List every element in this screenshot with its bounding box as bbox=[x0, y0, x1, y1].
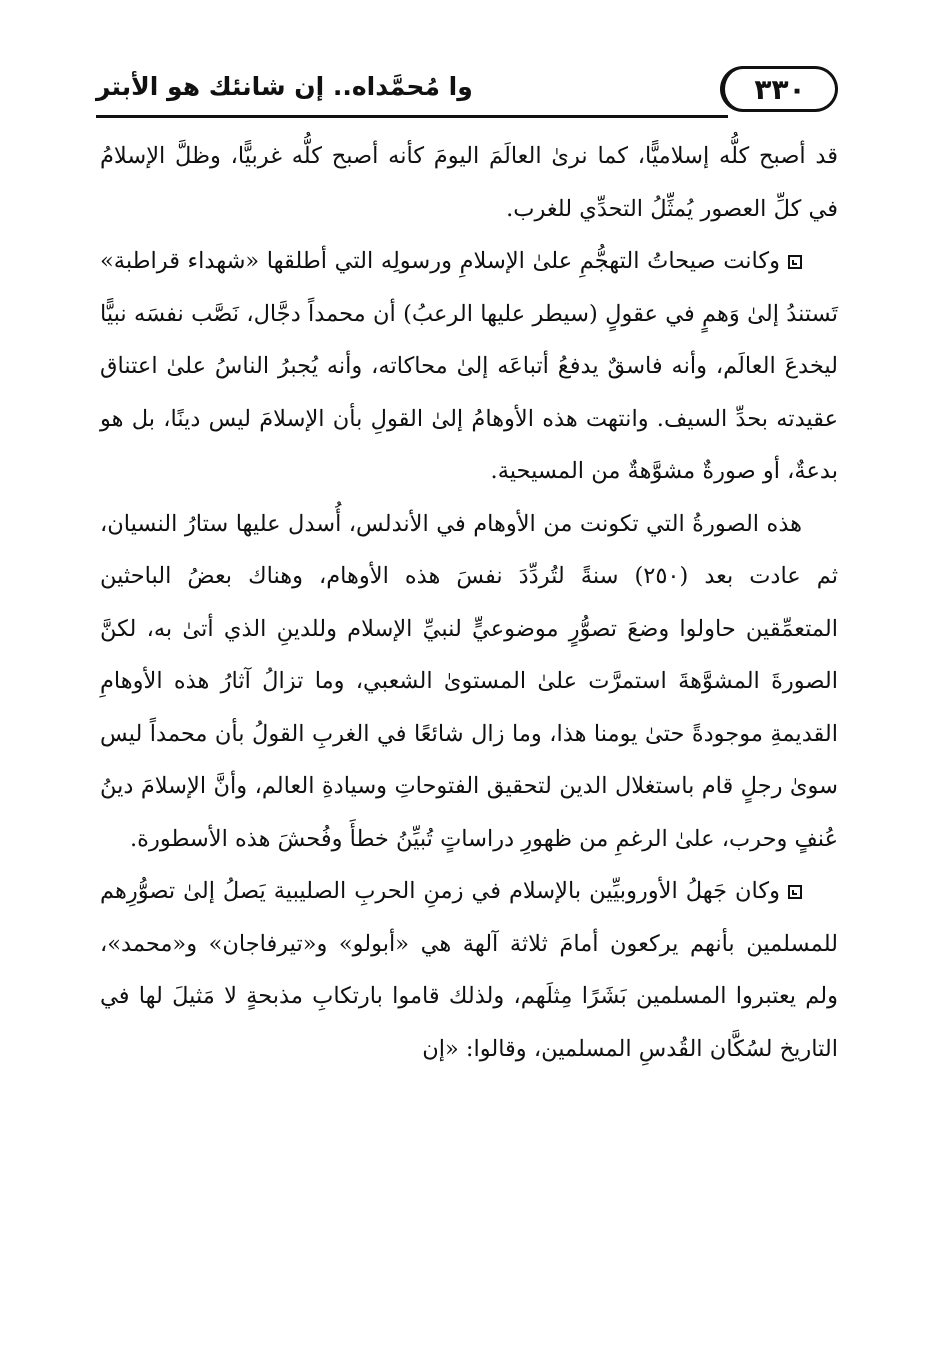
paragraph-text: قد أصبح كلُّه إسلاميًّا، كما نرىٰ العالَمَ اليومَ كأنه أصبح كلُّه غربيًّا، وظلَّ الإسلامُ في كلِّ العصور يُمثِّلُ التحدِّي للغرب. bbox=[100, 143, 838, 222]
page-number: ٣٣٠ bbox=[720, 66, 838, 112]
paragraph bbox=[100, 498, 838, 866]
body-text bbox=[100, 130, 838, 1075]
page-header bbox=[96, 62, 838, 118]
square-bullet-icon bbox=[788, 885, 802, 899]
paragraph-text: وكان جَهلُ الأوروبيِّين بالإسلام في زمنِ الحربِ الصليبية يَصلُ إلىٰ تصوُّرِهم للمسلمين بأنهم يركعون أمامَ ثلاثة آلهة هي «أبولو» و«تيرفاجان» و«محمد»، ولم يعتبروا المسلمين بَشَرًا مِثلَهم، ولذلك قاموا بارتكابِ مذبحةٍ لا مَثيلَ لها في التاريخ لسُكَّان القُدسِ المسلمين، وقالوا: «إن bbox=[100, 878, 838, 1062]
square-bullet-icon bbox=[788, 255, 802, 269]
running-title: وا مُحمَّداه.. إن شانئك هو الأبتر bbox=[96, 72, 473, 101]
header-rule bbox=[96, 115, 728, 118]
paragraph bbox=[100, 235, 838, 498]
paragraph-text: هذه الصورةُ التي تكونت من الأوهام في الأندلس، أُسدل عليها ستارُ النسيان، ثم عادت بعد (٢٥٠) سنةً لتُردِّدَ نفسَ هذه الأوهام، وهناك بعضُ الباحثين المتعمِّقين حاولوا وضعَ تصوُّرٍ موضوعيٍّ لنبيِّ الإسلام وللدينِ الذي أتىٰ به، لكنَّ الصورةَ المشوَّهةَ استمرَّت علىٰ المستوىٰ الشعبي، وما تزالُ آثارُ هذه الأوهامِ القديمةِ موجودةً حتىٰ يومنا هذا، وما زال شائعًا في الغربِ القولُ بأن محمداً ليس سوىٰ رجلٍ قام باستغلال الدين لتحقيق الفتوحاتِ وسيادةِ العالم، وأنَّ الإسلامَ دينُ عُنفٍ وحرب، علىٰ الرغمِ من ظهورِ دراساتٍ تُبيِّنُ خطأَ وفُحشَ هذه الأسطورة. bbox=[100, 510, 838, 852]
paragraph-text: وكانت صيحاتُ التهجُّمِ علىٰ الإسلامِ ورسولِه التي أطلقها «شهداء قراطبة» تَستندُ إلىٰ وَهمٍ في عقولٍ (سيطر عليها الرعبُ) أن محمداً دجَّال، نَصَّب نفسَه نبيًّا ليخدعَ العالَم، وأنه فاسقٌ يدفعُ أتباعَه إلىٰ محاكاته، وأنه يُجبرُ الناسُ علىٰ اعتناق عقيدته بحدِّ السيف. وانتهت هذه الأوهامُ إلىٰ القولِ بأن الإسلامَ ليس دينًا، بل هو بدعةٌ، أو صورةٌ مشوَّهةٌ من المسيحية. bbox=[100, 248, 838, 484]
paragraph bbox=[100, 130, 838, 235]
paragraph bbox=[100, 865, 838, 1075]
